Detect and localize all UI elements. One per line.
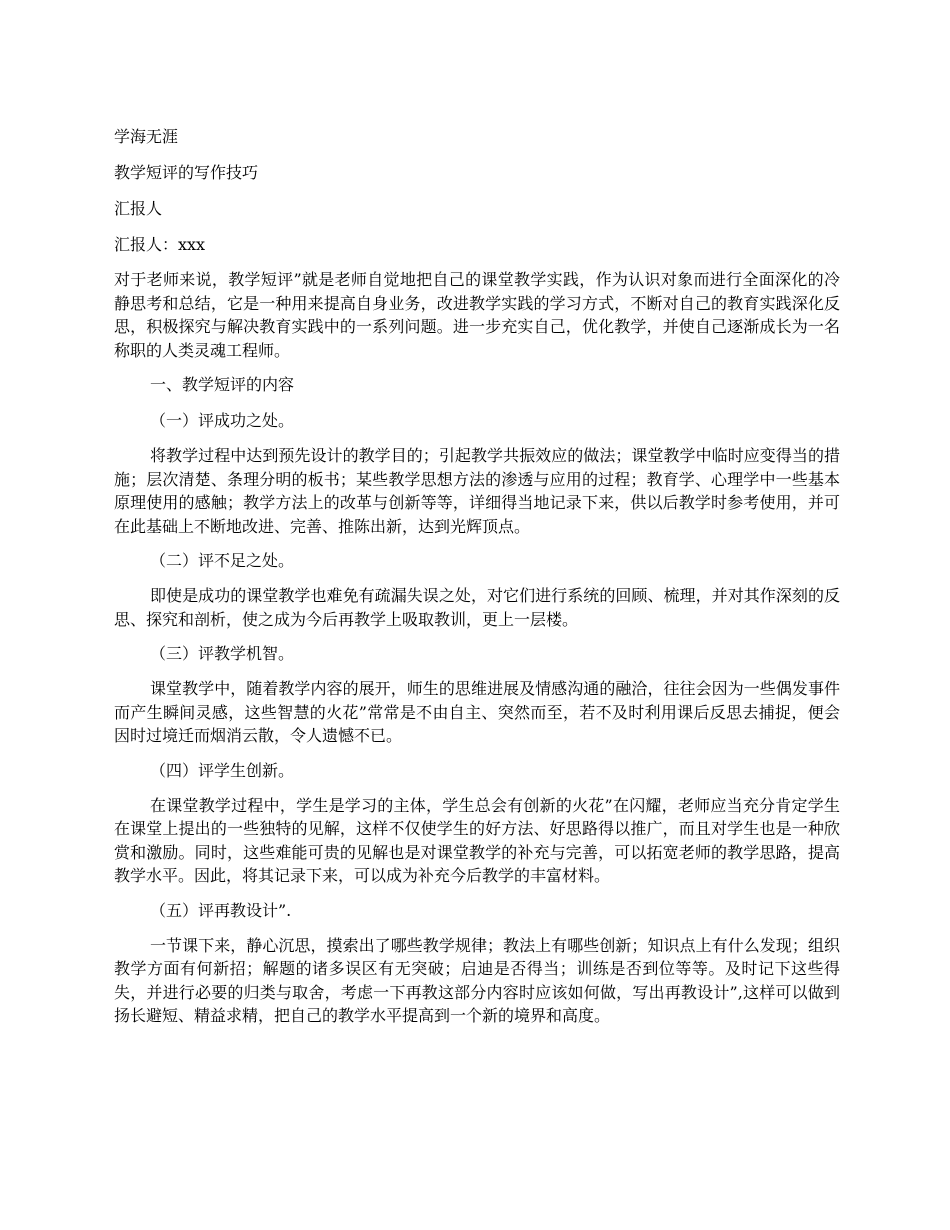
header-motto: 学海无涯 [114,127,179,146]
paragraph-success: 将教学过程中达到预先设计的教学目的；引起教学共振效应的做法；课堂教学中临时应变得当的措施；层次清楚、条理分明的板书；某些教学思想方法的渗透与应用的过程；教育学、心理学中一些基本原理使用的感触；教学方法上的改革与创新等等，详细得当地记录下来，供以后教学时参考使用，并可在此基础上不断地改进、完善、推陈出新，达到光辉顶点。 [114,446,840,536]
subheading-success: （一）评成功之处。 [150,411,295,430]
reporter-label: 汇报人 [114,199,163,218]
paragraph-redesign: 一节课下来，静心沉思，摸索出了哪些教学规律；教法上有哪些创新；知识点上有什么发现；组织教学方面有何新招；解题的诸多误区有无突破；启迪是否得当；训练是否到位等等。及时记下这些得失，并进行必要的归类与取舍，考虑一下再教这部分内容时应该如何做，写出再教设计”,这样可以做到扬长避短、精益求精，把自己的教学水平提高到一个新的境界和高度。 [114,935,840,1025]
document-page [114,124,840,1038]
subheading-student-innovation: （四）评学生创新。 [150,760,295,780]
paragraph-student-innovation: 在课堂教学过程中，学生是学习的主体，学生总会有创新的火花”在闪耀，老师应当充分肯定学生在课堂上提出的一些独特的见解，这样不仅使学生的好方法、好思路得以推广，而且对学生也是一种欣赏和激励。同时，这些难能可贵的见解也是对课堂教学的补充与完善，可以拓宽老师的教学思路，提高教学水平。因此，将其记录下来，可以成为补充今后教学的丰富材料。 [114,795,840,885]
intro-paragraph: 对于老师来说，教学短评”就是老师自觉地把自己的课堂教学实践，作为认识对象而进行全面深化的冷静思考和总结，它是一种用来提高自身业务，改进教学实践的学习方式，不断对自己的教育实践深化反思，积极探究与解决教育实践中的一系列问题。进一步充实自己，优化教学，并使自己逐渐成长为一名称职的人类灵魂工程师。 [114,270,840,360]
paragraph-teaching-wit: 课堂教学中，随着教学内容的展开，师生的思维进展及情感沟通的融洽，往往会因为一些偶发事件而产生瞬间灵感，这些智慧的火花”常常是不由自主、突然而至，若不及时利用课后反思去捕捉，便会因时过境迁而烟消云散，令人遗憾不已。 [114,679,840,745]
reporter-name: 汇报人：xxx [114,235,206,254]
document-title: 教学短评的写作技巧 [114,163,259,182]
subheading-shortcomings: （二）评不足之处。 [150,551,295,570]
subheading-redesign: （五）评再教设计”. [150,900,292,920]
subheading-teaching-wit: （三）评教学机智。 [150,644,295,663]
section-heading-content: 一、教学短评的内容 [150,375,295,394]
paragraph-shortcomings: 即使是成功的课堂教学也难免有疏漏失误之处，对它们进行系统的回顾、梳理，并对其作深刻的反思、探究和剖析，使之成为今后再教学上吸取教训，更上一层楼。 [114,586,840,629]
